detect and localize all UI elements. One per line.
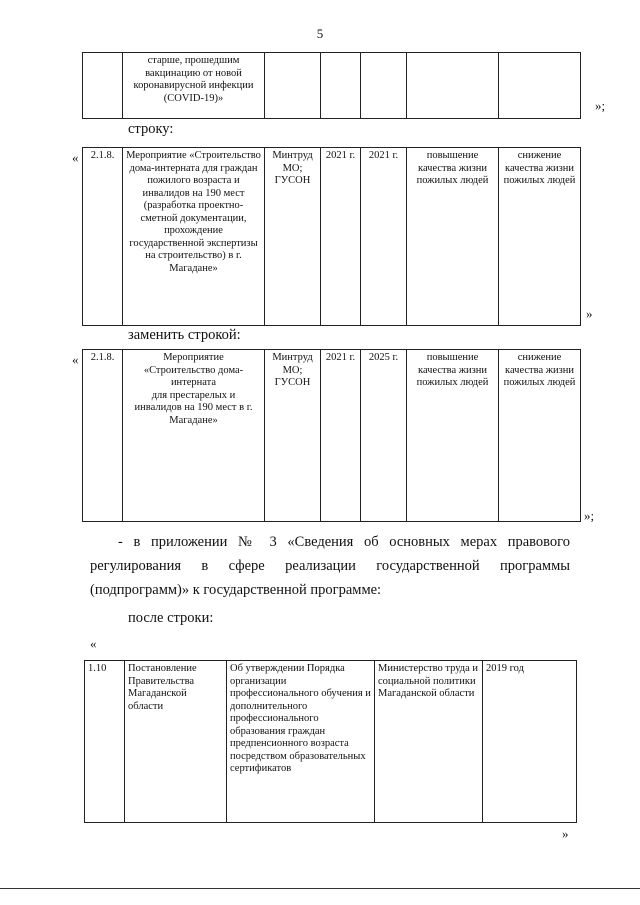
label-posle: после строки: xyxy=(128,610,214,626)
table4-open-quote: « xyxy=(90,636,97,651)
cell-num xyxy=(83,53,123,119)
cell-executor: Минтруд МО; ГУСОН xyxy=(265,350,321,522)
table1-close-quote: »; xyxy=(595,98,606,113)
cell-risk: снижение качества жизни пожилых людей xyxy=(499,148,581,326)
cell-result: повышение качества жизни пожилых людей xyxy=(407,350,499,522)
cell-executor: Минтруд МО; ГУСОН xyxy=(265,148,321,326)
cell-doc-type: Постановление Правительства Магаданской области xyxy=(125,661,227,823)
cell-result: повышение качества жизни пожилых людей xyxy=(407,148,499,326)
event-line: инвалидов на 190 мест в г. xyxy=(134,402,253,413)
cell-start: 2021 г. xyxy=(321,148,361,326)
event-line: интерната xyxy=(170,377,217,388)
table-legal-measure-row xyxy=(84,660,577,823)
table3-close-quote: »; xyxy=(584,508,595,523)
cell-event: Мероприятие «Строительство дома-интерната для граждан пожилого возраста и инвалидов на 190 мест (разработка проектно-сметной документации, прохождение государственной экспертизы на строительство) в г. Магадане» xyxy=(123,148,265,326)
table2-open-quote: « xyxy=(72,150,79,165)
event-line: Мероприятие xyxy=(163,352,224,363)
page-number: 5 xyxy=(316,26,324,41)
cell-event xyxy=(123,350,265,522)
event-line: для престарелых и xyxy=(151,389,236,401)
table-row-to-replace xyxy=(82,147,581,326)
cell-num: 2.1.8. xyxy=(83,350,123,522)
table-replacement-row xyxy=(82,349,581,522)
page-bottom-rule xyxy=(0,888,640,889)
cell-result xyxy=(407,53,499,119)
cell-num: 1.10 xyxy=(85,661,125,823)
table-previous-row-tail xyxy=(82,52,581,119)
cell-title: Об утверждении Порядка организации профессионального обучения и дополнительного профессионального образования граждан предпенсионного возраста посредством образовательных сертификатов xyxy=(227,661,375,823)
cell-end: 2025 г. xyxy=(361,350,407,522)
cell-start xyxy=(321,53,361,119)
cell-risk xyxy=(499,53,581,119)
cell-risk: снижение качества жизни пожилых людей xyxy=(499,350,581,522)
cell-end xyxy=(361,53,407,119)
cell-end: 2021 г. xyxy=(361,148,407,326)
cell-executor: Министерство труда и социальной политики Магаданской области xyxy=(375,661,483,823)
table4-close-quote: » xyxy=(562,826,569,841)
label-stroku: строку: xyxy=(128,121,174,137)
table2-close-quote: » xyxy=(586,306,593,321)
event-line: Магадане» xyxy=(169,414,218,426)
body-paragraph: - в приложении № 3 «Сведения об основных мерах правового регулирования в сфере реализации государственной программы (подпрограмм)» к государственной программе: xyxy=(90,534,570,598)
event-line: «Строительство дома- xyxy=(143,364,244,376)
cell-start: 2021 г. xyxy=(321,350,361,522)
cell-year: 2019 год xyxy=(483,661,577,823)
cell-executor xyxy=(265,53,321,119)
cell-num: 2.1.8. xyxy=(83,148,123,326)
table3-open-quote: « xyxy=(72,352,79,367)
label-zamenit: заменить строкой: xyxy=(128,327,241,343)
cell-event: старше, прошедшим вакцинацию от новой коронавирусной инфекции (COVID-19)» xyxy=(123,53,265,119)
